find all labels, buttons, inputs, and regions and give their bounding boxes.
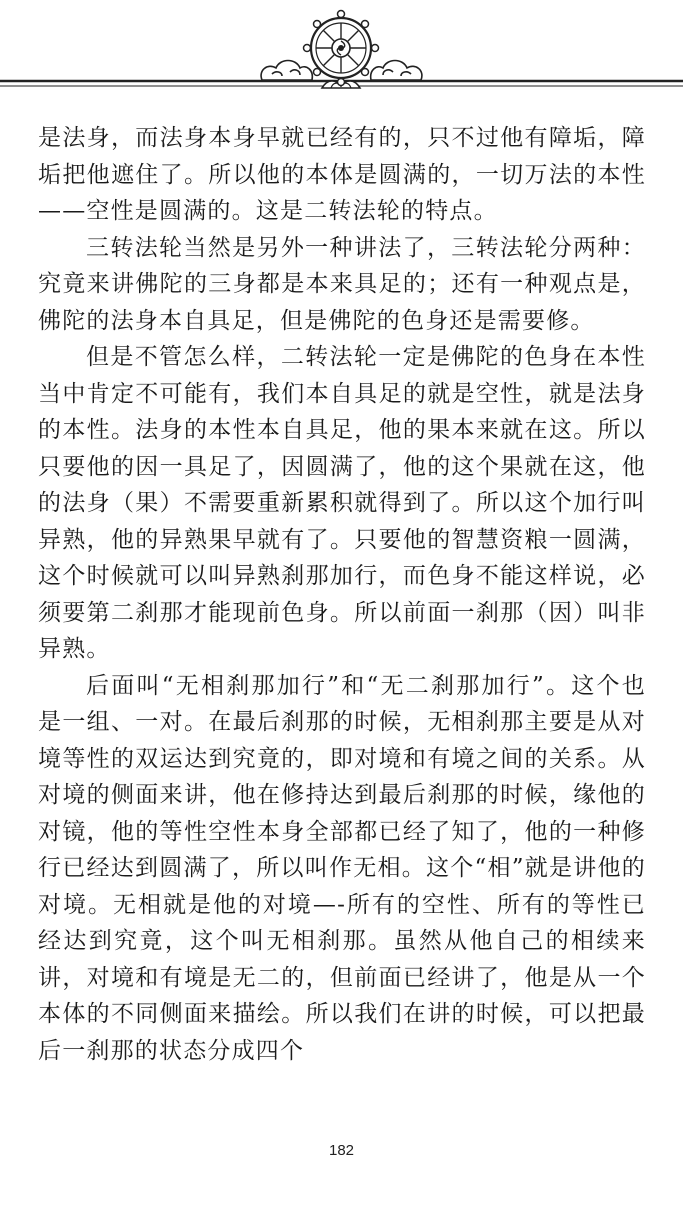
page-body	[38, 120, 646, 1069]
cloud-left-icon	[261, 61, 312, 81]
paragraph: 但是不管怎么样，二转法轮一定是佛陀的色身在本性当中肯定不可能有，我们本自具足的就是空性，就是法身的本性。法身的本性本自具足，他的果本来就在这。所以只要他的因一具足了，因圆满了，他的这个果就在这，他的法身（果）不需要重新累积就得到了。所以这个加行叫异熟，他的异熟果早就有了。只要他的智慧资粮一圆满，这个时候就可以叫异熟刹那加行，而色身不能这样说，必须要第二刹那才能现前色身。所以前面一刹那（因）叫非异熟。	[38, 344, 646, 662]
cloud-right-icon	[371, 61, 422, 81]
paragraph: 后面叫“无相刹那加行”和“无二刹那加行”。这个也是一组、一对。在最后刹那的时候，无相刹那主要是从对境等性的双运达到究竟的，即对境和有境之间的关系。从对境的侧面来讲，他在修持达到最后刹那的时候，缘他的对镜，他的等性空性本身全部都已经了知了，他的一种修行已经达到圆满了，所以叫作无相。这个“相”就是讲他的对境。无相就是他的对境—-所有的空性、所有的等性已经达到究竟，这个叫无相刹那。虽然从他自己的相续来讲，对境和有境是无二的，但前面已经讲了，他是从一个本体的不同侧面来描绘。所以我们在讲的时候，可以把最后一刹那的状态分成四个	[38, 672, 646, 1064]
page-header	[0, 0, 683, 110]
page-number: 182	[328, 1142, 355, 1159]
dharma-wheel-icon	[304, 11, 379, 89]
paragraph: 是法身，而法身本身早就已经有的，只不过他有障垢，障垢把他遮住了。所以他的本体是圆满的，一切万法的本性——空性是圆满的。这是二转法轮的特点。	[38, 125, 646, 224]
header-ornament	[0, 0, 683, 110]
paragraph: 三转法轮当然是另外一种讲法了，三转法轮分两种：究竟来讲佛陀的三身都是本来具足的；还有一种观点是，佛陀的法身本自具足，但是佛陀的色身还是需要修。	[38, 234, 646, 334]
